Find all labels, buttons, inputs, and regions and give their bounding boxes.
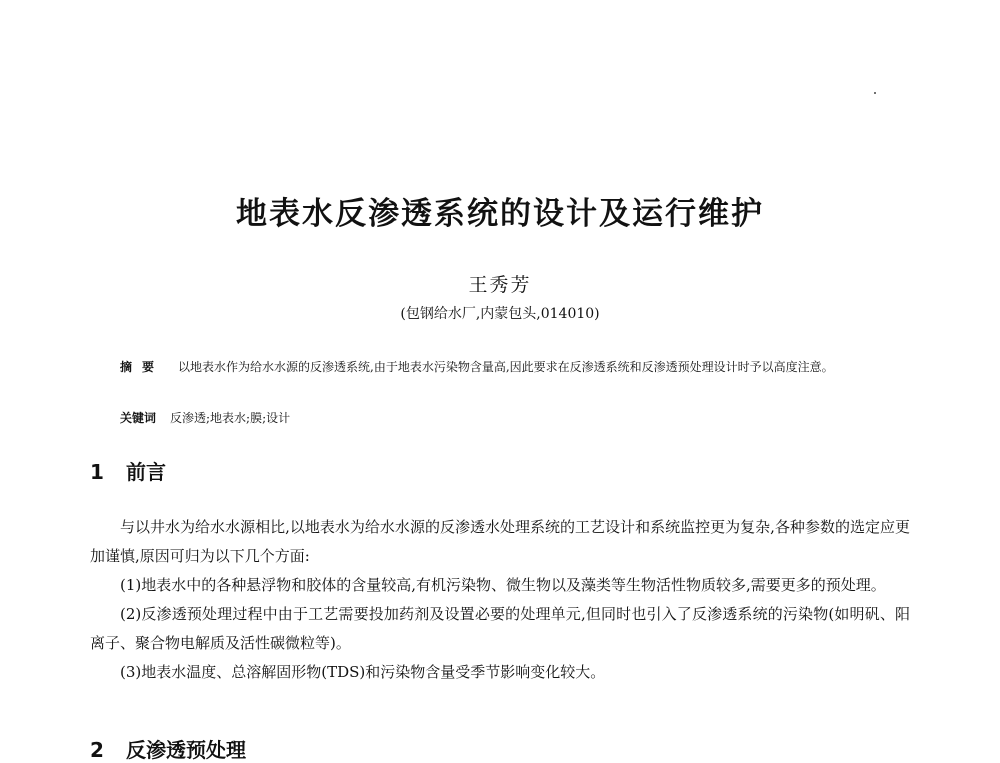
paragraph: (1)地表水中的各种悬浮物和胶体的含量较高,有机污染物、微生物以及藻类等生物活性物质较多,需要更多的预处理。 [120,576,886,594]
paper-title: 地表水反渗透系统的设计及运行维护 [236,196,764,232]
keywords [120,406,890,430]
section-title: 反渗透预处理 [126,738,246,762]
section-1-body [90,513,910,687]
paragraph: (2)反渗透预处理过程中由于工艺需要投加药剂及设置必要的处理单元,但同时也引入了反渗透系统的污染物(如明矾、阳离子、聚合物电解质及活性碳微粒等)。 [90,605,910,652]
section-number: 1 [90,460,104,484]
abstract-text: 以地表水作为给水水源的反渗透系统,由于地表水污染物含量高,因此要求在反渗透系统和反渗透预处理设计时予以高度注意。 [178,360,834,374]
section-title: 前言 [126,460,166,484]
scan-speck [874,92,876,94]
section-heading-2 [90,734,246,763]
section-number: 2 [90,738,104,762]
paragraph: 与以井水为给水水源相比,以地表水为给水水源的反渗透水处理系统的工艺设计和系统监控更为复杂,各种参数的选定应更加谨慎,原因可归为以下几个方面: [90,518,910,565]
author-affiliation: (包钢给水厂,内蒙包头,014010) [400,306,600,322]
keywords-label: 关键词 [120,411,157,425]
abstract [120,355,890,379]
keywords-text: 反渗透;地表水;膜;设计 [170,411,291,425]
paragraph: (3)地表水温度、总溶解固形物(TDS)和污染物含量受季节影响变化较大。 [120,663,606,681]
section-heading-1 [90,456,166,485]
abstract-label: 摘要 [120,360,165,374]
author-name: 王秀芳 [468,274,532,296]
